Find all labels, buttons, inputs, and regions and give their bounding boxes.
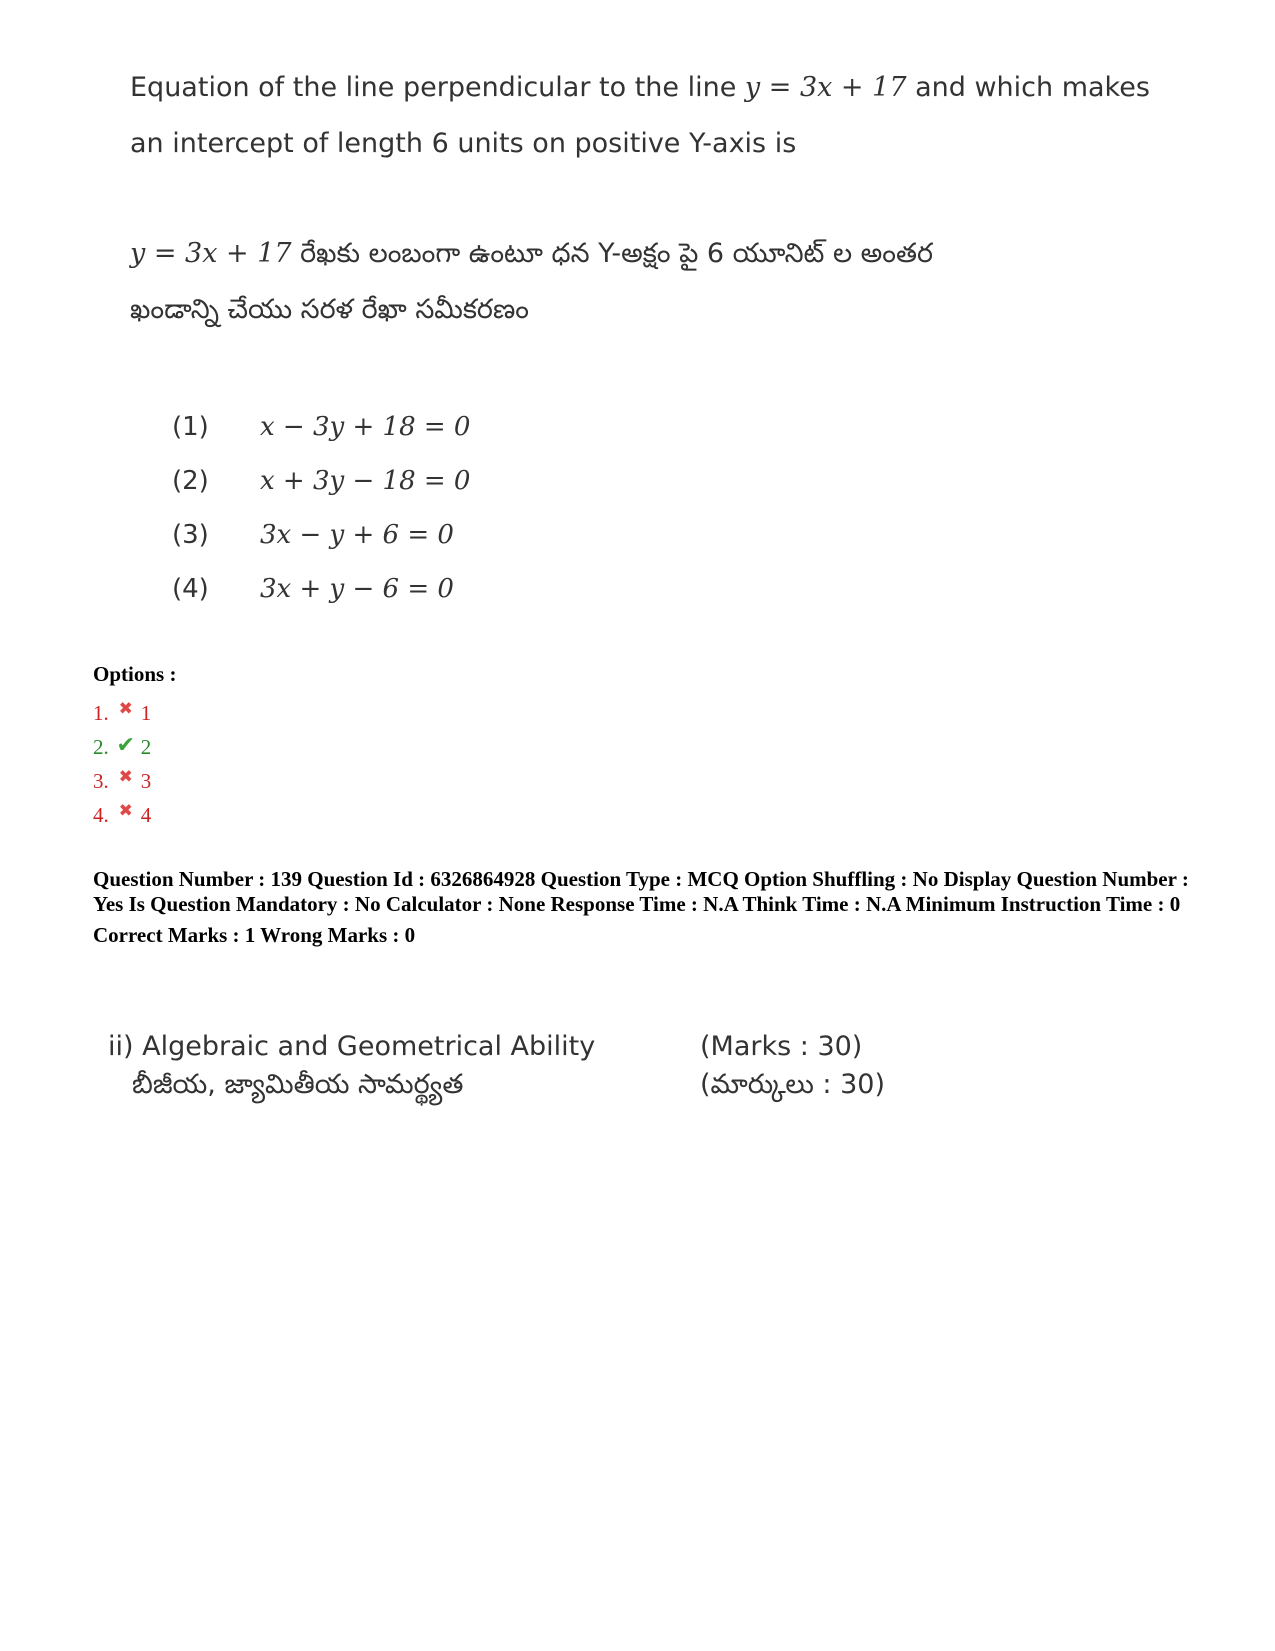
- question-telugu-equation: y = 3x + 17: [130, 238, 292, 269]
- choice-number: (4): [172, 574, 209, 604]
- section-title-telugu: బీజీయ, జ్యామితీయ సామర్థ్యత: [132, 1069, 464, 1100]
- choice-number: (1): [172, 412, 209, 442]
- option-index: 4.: [93, 803, 109, 827]
- question-telugu-line-2: ఖండాన్ని చేయు సరళ రేఖా సమీకరణం: [130, 294, 529, 325]
- question-text: Equation of the line perpendicular to the line: [130, 72, 745, 103]
- option-value: 1: [140, 701, 152, 725]
- choice-equation: 3x + y − 6 = 0: [260, 574, 454, 604]
- choice-equation: 3x − y + 6 = 0: [260, 520, 454, 550]
- choice-equation: x + 3y − 18 = 0: [260, 466, 471, 496]
- checkmark-icon: ✔: [116, 732, 135, 757]
- question-english-line-2: an intercept of length 6 units on positive Y-axis is: [130, 128, 797, 159]
- choice-list: [130, 400, 1090, 616]
- section-title: ii) Algebraic and Geometrical Ability: [108, 1031, 596, 1062]
- option-index: 3.: [93, 769, 109, 793]
- question-english-line-1: [130, 60, 1150, 116]
- option-value: 3: [140, 769, 152, 793]
- option-index: 1.: [93, 701, 109, 725]
- cross-icon: ✖: [118, 699, 133, 718]
- option-item: [93, 798, 176, 832]
- marks-info: Correct Marks : 1 Wrong Marks : 0: [93, 923, 416, 947]
- option-index: 2.: [93, 735, 109, 759]
- question-image: [130, 60, 1150, 616]
- question-metadata: [93, 867, 1213, 948]
- question-telugu-line-1: [130, 226, 1090, 282]
- choice-number: (2): [172, 466, 209, 496]
- option-item: [93, 696, 176, 730]
- cross-icon: ✖: [118, 801, 133, 820]
- choice-item: [172, 508, 1090, 562]
- section-marks-telugu: (మార్కులు : 30): [700, 1069, 885, 1100]
- section-row-telugu: [108, 1066, 928, 1104]
- choice-item: [172, 400, 1090, 454]
- section-marks: (Marks : 30): [700, 1031, 863, 1062]
- section-header: [108, 1028, 928, 1104]
- choice-equation: x − 3y + 18 = 0: [260, 412, 471, 442]
- section-row-english: [108, 1028, 928, 1066]
- question-telugu-text: రేఖకు లంబంగా ఉంటూ ధన Y-అక్షం పై 6 యూనిట్ ల అంతర: [291, 238, 933, 269]
- options-title: Options :: [93, 662, 177, 686]
- question-info: Question Number : 139 Question Id : 6326864928 Question Type : MCQ Option Shuffling : No Display Question Number : Yes Is Question Mandatory : No Calculator : None Response Time : N.A Think Time : N.A Minimum Instruction Time : 0: [93, 867, 1189, 916]
- options-block: [93, 662, 176, 832]
- choice-number: (3): [172, 520, 209, 550]
- option-value: 2: [140, 735, 152, 759]
- option-value: 4: [140, 803, 152, 827]
- choice-item: [172, 562, 1090, 616]
- option-item: [93, 730, 176, 764]
- question-text-tail: and which makes: [906, 72, 1150, 103]
- question-equation: y = 3x + 17: [744, 72, 907, 103]
- cross-icon: ✖: [118, 767, 133, 786]
- choice-item: [172, 454, 1090, 508]
- option-item: [93, 764, 176, 798]
